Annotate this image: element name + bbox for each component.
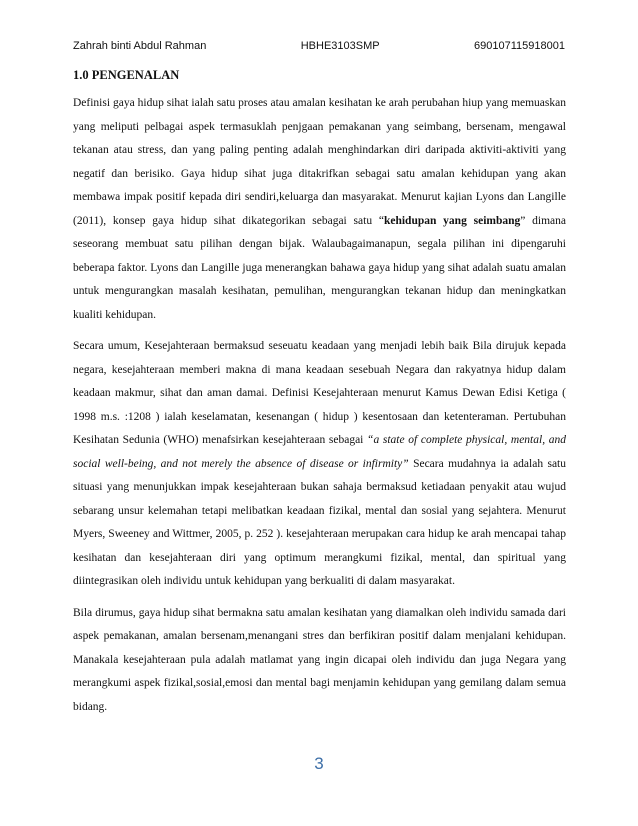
p1-text-c: ” dimana seseorang membuat satu pilihan dengan bijak. Walaubagaimanapun, segala pilihan ini dipengaruhi beberapa faktor. Lyons dan Langille juga menerangkan bahawa gaya hidup yang sihat adalah suatu amalan untuk mengurangkan masalah kesihatan, pemulihan, mengurangkan tekanan hidup dan meningkatkan kualiti kehidupan. [73,214,567,321]
paragraph-definition [73,92,566,327]
section-title: 1.0 PENGENALAN [73,68,180,82]
course-code: HBHE3103SMP [300,40,380,52]
document-body [73,66,566,727]
p2-text-c: Secara mudahnya ia adalah satu situasi yang menunjukkan impak kesejahteraan bukan sahaja bermaksud ketiadaan penyakit atau wujud sebarang unsur kelemahan tetapi melibatkan keadaan fizikal, mental dan sosial yang sejahtera. Menurut Myers, Sweeney and Wittmer, 2005, p. 252 ). kesejahteraan merupakan cara hidup ke arah mencapai tahap kesihatan dan kesejahteraan diri yang optimum merangkumi fizikal, mental, dan spiritual yang diintegrasikan oleh individu untuk kehidupan yang berkualiti di dalam masyarakat. [73,457,566,587]
who-quote: “a state of complete physical, mental, and social well-being, and not merely the absence of disease or infirmity” [73,434,566,470]
paragraph-summary: Bila dirumus, gaya hidup sihat bermakna satu amalan kesihatan yang diamalkan oleh individu samada dari aspek pemakanan, amalan bersenam,menangani stres dan berfikiran positif dalam menjalani kehidupan. Manakala kesejahteraan pula adalah matlamat yang ingin dicapai oleh individu dan juga Negara yang merangkumi aspek fizikal,sosial,emosi dan mental bagi menjamin kehidupan yang gemilang dalam semua bidang. [73,606,566,713]
page-header [73,40,565,52]
author-name: Zahrah binti Abdul Rahman [73,40,207,52]
page-number: 3 [314,754,324,773]
student-id: 690107115918001 [474,40,565,52]
p2-text-a: Secara umum, Kesejahteraan bermaksud seseuatu keadaan yang menjadi lebih baik Bila dirujuk kepada negara, kesejahteraan memberi makna di mana keadaan sesebuah Negara dan rakyatnya hidup dalam keadaan makmur, sihat dan aman damai. Definisi Kesejahteraan menurut Kamus Dewan Edisi Ketiga ( 1998 m.s. :1208 ) ialah keselamatan, kesenangan ( hidup ) kesentosaan dan ketenteraman. Pertubuhan Kesihatan Sedunia (WHO) menafsirkan kesejahteraan sebagai [73,340,566,446]
p1-text-a: Definisi gaya hidup sihat ialah satu proses atau amalan kesihatan ke arah perubahan hiup yang memuaskan yang meliputi pelbagai aspek termasuklah penjgaan pemakanan yang seimbang, bersenam, mengawal tekanan atau stress, dan yang paling penting adalah menghindarkan diri daripada aktiviti-aktiviti yang negatif dan berisiko. Gaya hidup sihat juga ditakrifkan sebagai satu amalan kehidupan yang akan membawa impak positif kepada diri sendiri,keluarga dan masyarakat. Menurut kajian Lyons dan Langille (2011), konsep gaya hidup sihat dikategorikan sebagai satu “ [73,97,566,227]
p1-emphasis: kehidupan yang seimbang [383,214,521,227]
paragraph-wellbeing [73,335,566,594]
